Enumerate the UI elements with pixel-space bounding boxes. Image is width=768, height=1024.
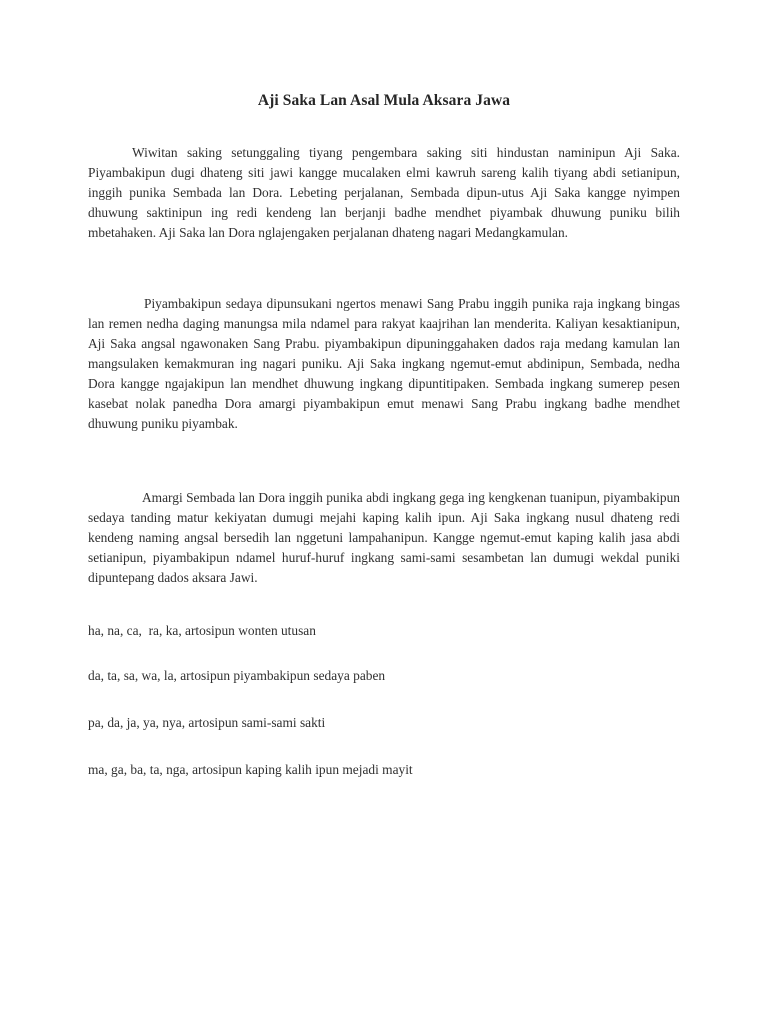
paragraph-1: Wiwitan saking setunggaling tiyang pengembara saking siti hindustan naminipun Aji Saka. Piyambakipun dugi dhateng siti jawi kangge mucalaken elmi kawruh sareng kalih tiyang abdi setianipun, inggih punika Sembada lan Dora. Lebeting perjalanan, Sembada dipun-utus Aji Saka kangge nyimpen dhuwung saktinipun ing redi kendeng lan berjanji badhe mendhet piyambak dhuwung puniku bilih mbetahaken. Aji Saka lan Dora nglajengaken perjalanan dhateng nagari Medangkamulan. bbox=[88, 145, 680, 240]
aksara-line-3: pa, da, ja, ya, nya, artosipun sami-sami sakti bbox=[88, 715, 326, 730]
paragraph-3: Amargi Sembada lan Dora inggih punika abdi ingkang gega ing kengkenan tuanipun, piyambakipun sedaya tanding matur kekiyatan dumugi mejahi kaping kalih ipun. Aji Saka ingkang nusul dhateng redi kendeng naming angsal bersedih lan nggetuni lampahanipun. Kangge ngemut-emut kaping kalih jasa abdi setianipun, piyambakipun ndamel huruf-huruf ingkang sami-sami sesambetan lan dumugi wekdal puniki dipuntepang dados aksara Jawi. bbox=[88, 490, 680, 585]
aksara-line-2: da, ta, sa, wa, la, artosipun piyambakipun sedaya paben bbox=[88, 668, 386, 683]
paragraph-2: Piyambakipun sedaya dipunsukani ngertos menawi Sang Prabu inggih punika raja ingkang bingas lan remen nedha daging manungsa mila ndamel para rakyat kaajrihan lan menderita. Kaliyan kesaktianipun, Aji Saka angsal ngawonaken Sang Prabu. piyambakipun dipuninggahaken dados raja medang kamulan lan mangsulaken kemakmuran ing nagari puniku. Aji Saka ingkang ngemut-emut abdinipun, Sembada, nedha Dora kangge ngajakipun lan mendhet dhuwung ingkang dipuntitipaken. Sembada ingkang sumerep pesen kasebat nolak panedha Dora amargi piyambakipun emut menawi Sang Prabu ingkang badhe mendhet dhuwung puniku piyambak. bbox=[88, 296, 680, 431]
aksara-line-1: ha, na, ca, ra, ka, artosipun wonten utusan bbox=[88, 623, 316, 638]
document-title: Aji Saka Lan Asal Mula Aksara Jawa bbox=[257, 92, 511, 109]
aksara-line-4: ma, ga, ba, ta, nga, artosipun kaping kalih ipun mejadi mayit bbox=[88, 762, 413, 777]
